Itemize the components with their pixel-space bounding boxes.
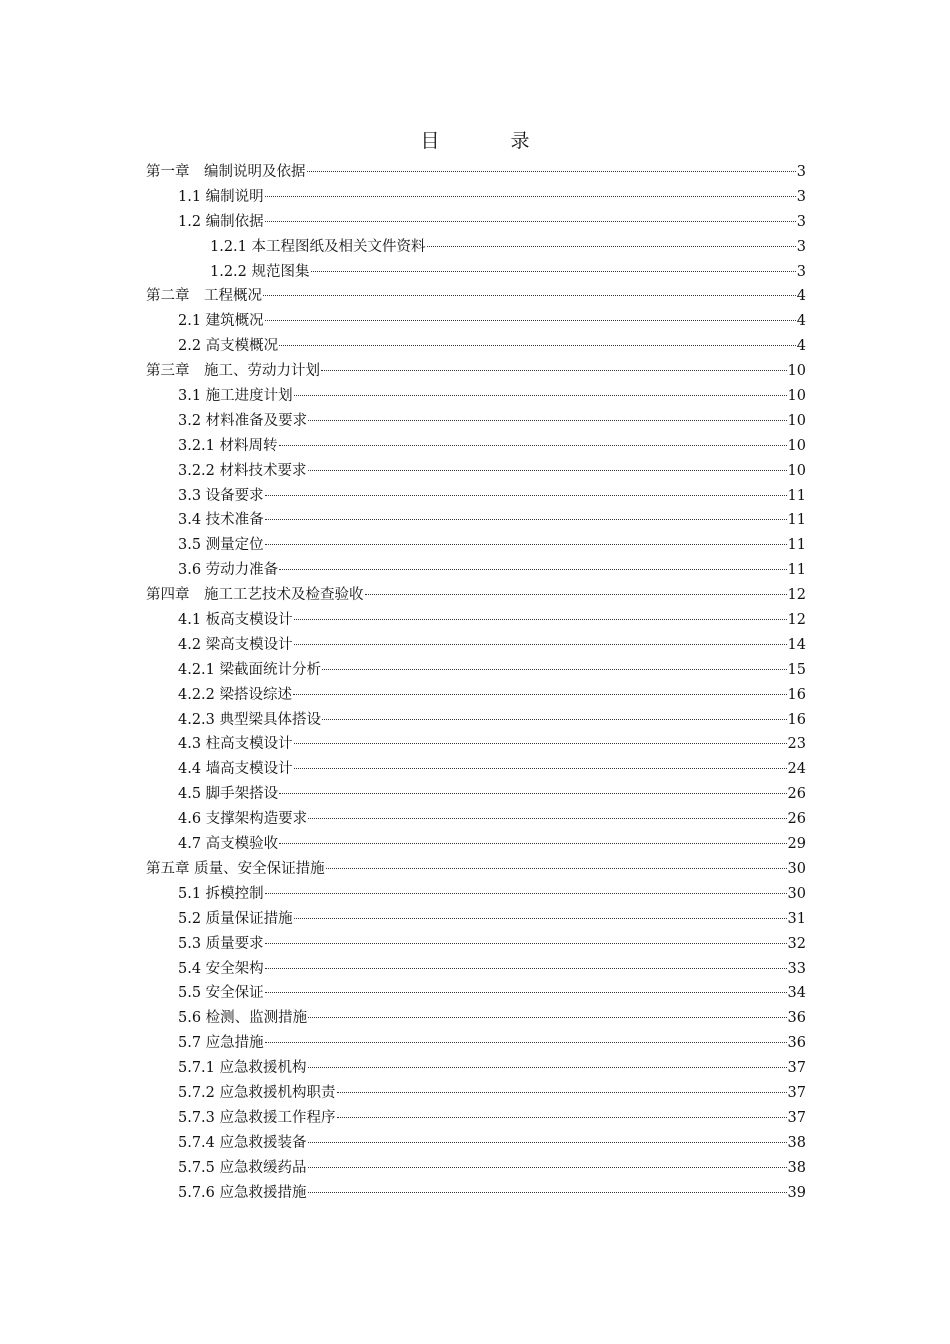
toc-entry[interactable] <box>146 334 806 359</box>
toc-entry-label: 2.2 高支模概况 <box>178 338 279 355</box>
toc-entry-page-number: 26 <box>787 786 806 803</box>
toc-dot-leader <box>279 445 787 446</box>
toc-dot-leader <box>265 893 787 894</box>
toc-title: 目 录 <box>420 130 556 152</box>
toc-entry-label: 1.2.1 本工程图纸及相关文件资料 <box>210 238 426 255</box>
toc-entry[interactable] <box>146 832 806 857</box>
toc-entry-label: 5.7.4 应急救援装备 <box>178 1134 307 1151</box>
toc-entry-label: 5.1 拆模控制 <box>178 885 264 902</box>
toc-entry-page-number: 39 <box>787 1184 806 1201</box>
toc-entry[interactable] <box>146 732 806 757</box>
toc-entry-label: 5.3 质量要求 <box>178 935 264 952</box>
toc-entry-page-number: 3 <box>796 188 806 205</box>
toc-entry-page-number: 36 <box>787 1035 806 1052</box>
toc-entry[interactable] <box>146 409 806 434</box>
toc-entry-label: 4.4 墙高支模设计 <box>178 761 293 778</box>
toc-dot-leader <box>308 470 787 471</box>
toc-entry[interactable] <box>146 807 806 832</box>
toc-entry[interactable] <box>146 782 806 807</box>
toc-entry[interactable] <box>146 235 806 260</box>
toc-entry[interactable] <box>146 1181 806 1206</box>
toc-entry-label: 3.5 测量定位 <box>178 537 264 554</box>
toc-entry-page-number: 33 <box>787 960 806 977</box>
toc-entry-page-number: 36 <box>787 1010 806 1027</box>
toc-entry-page-number: 26 <box>787 811 806 828</box>
toc-entry[interactable] <box>146 533 806 558</box>
toc-entry[interactable] <box>146 757 806 782</box>
toc-dot-leader <box>294 918 787 919</box>
toc-entry-label: 5.7 应急措施 <box>178 1035 264 1052</box>
toc-dot-leader <box>265 544 787 545</box>
toc-entry-page-number: 14 <box>787 636 806 653</box>
toc-dot-leader <box>308 420 786 421</box>
toc-entry[interactable] <box>146 633 806 658</box>
toc-entry[interactable] <box>146 359 806 384</box>
toc-entry-page-number: 3 <box>796 213 806 230</box>
toc-entry[interactable] <box>146 708 806 733</box>
toc-entry-page-number: 10 <box>787 437 806 454</box>
toc-dot-leader <box>322 719 787 720</box>
toc-dot-leader <box>294 619 787 620</box>
toc-entry-label: 4.2.2 梁搭设综述 <box>178 686 293 703</box>
toc-dot-leader <box>311 271 796 272</box>
toc-dot-leader <box>265 968 787 969</box>
toc-entry-label: 1.2 编制依据 <box>178 213 264 230</box>
toc-entry-page-number: 34 <box>787 985 806 1002</box>
toc-dot-leader <box>308 1167 787 1168</box>
toc-entry-page-number: 30 <box>787 885 806 902</box>
toc-entry-page-number: 12 <box>787 612 806 629</box>
toc-entry-page-number: 11 <box>787 537 806 554</box>
toc-dot-leader <box>279 843 786 844</box>
toc-entry[interactable] <box>146 932 806 957</box>
toc-entry-page-number: 4 <box>796 313 806 330</box>
toc-entry-label: 3.2.2 材料技术要求 <box>178 462 307 479</box>
toc-entry-label: 5.7.5 应急救缓药品 <box>178 1159 307 1176</box>
toc-entry-label: 3.2.1 材料周转 <box>178 437 278 454</box>
toc-entry-label: 第五章 质量、安全保证措施 <box>146 860 325 877</box>
toc-entry-label: 3.2 材料准备及要求 <box>178 412 308 429</box>
toc-entry[interactable] <box>146 658 806 683</box>
toc-entry-page-number: 10 <box>787 412 806 429</box>
toc-entry-page-number: 10 <box>787 462 806 479</box>
toc-entry[interactable] <box>146 185 806 210</box>
toc-entry-label: 1.2.2 规范图集 <box>210 263 310 280</box>
toc-entry-page-number: 11 <box>787 487 806 504</box>
toc-entry[interactable] <box>146 309 806 334</box>
toc-dot-leader <box>308 1192 787 1193</box>
toc-entry-label: 第四章 施工工艺技术及检查验收 <box>146 587 364 604</box>
toc-entry[interactable] <box>146 1131 806 1156</box>
toc-dot-leader <box>365 594 787 595</box>
toc-dot-leader <box>265 495 787 496</box>
toc-entry-page-number: 31 <box>787 910 806 927</box>
toc-entry-page-number: 10 <box>787 388 806 405</box>
toc-entry[interactable] <box>146 558 806 583</box>
toc-entry-page-number: 16 <box>787 686 806 703</box>
toc-entry-label: 4.2 梁高支模设计 <box>178 636 293 653</box>
toc-entry-label: 4.7 高支模验收 <box>178 836 279 853</box>
toc-entry-label: 4.2.1 梁截面统计分析 <box>178 661 322 678</box>
toc-entry-label: 3.3 设备要求 <box>178 487 264 504</box>
toc-entry[interactable] <box>146 484 806 509</box>
toc-dot-leader <box>265 221 796 222</box>
toc-entry-page-number: 23 <box>787 736 806 753</box>
toc-entry-page-number: 3 <box>796 164 806 180</box>
toc-entry[interactable] <box>146 459 806 484</box>
toc-dot-leader <box>263 295 796 296</box>
toc-entry-label: 5.7.1 应急救援机构 <box>178 1060 307 1077</box>
toc-entry[interactable] <box>146 384 806 409</box>
toc-dot-leader <box>321 370 787 371</box>
toc-dot-leader <box>265 943 787 944</box>
toc-entry-page-number: 11 <box>787 512 806 529</box>
toc-entry-page-number: 4 <box>796 338 806 355</box>
toc-dot-leader <box>293 694 787 695</box>
toc-entry-label: 5.7.6 应急救援措施 <box>178 1184 307 1201</box>
toc-entry-label: 5.5 安全保证 <box>178 985 264 1002</box>
toc-entry[interactable] <box>146 583 806 608</box>
table-of-contents <box>146 160 806 1205</box>
toc-entry-page-number: 37 <box>787 1109 806 1126</box>
toc-entry-page-number: 10 <box>787 363 806 380</box>
toc-entry[interactable] <box>146 857 806 882</box>
toc-dot-leader <box>322 669 787 670</box>
toc-entry-page-number: 37 <box>787 1084 806 1101</box>
toc-dot-leader <box>265 992 787 993</box>
toc-entry-label: 第三章 施工、劳动力计划 <box>146 363 320 380</box>
toc-dot-leader <box>337 1092 787 1093</box>
toc-dot-leader <box>308 1017 786 1018</box>
toc-entry-label: 1.1 编制说明 <box>178 188 264 205</box>
toc-entry-label: 5.7.2 应急救援机构职责 <box>178 1084 336 1101</box>
toc-dot-leader <box>294 743 787 744</box>
toc-entry[interactable] <box>146 1056 806 1081</box>
toc-entry-page-number: 30 <box>787 860 806 877</box>
toc-entry-page-number: 15 <box>787 661 806 678</box>
toc-dot-leader <box>265 320 796 321</box>
toc-dot-leader <box>427 246 796 247</box>
toc-dot-leader <box>307 171 796 172</box>
toc-entry[interactable] <box>146 981 806 1006</box>
toc-entry-page-number: 38 <box>787 1134 806 1151</box>
toc-dot-leader <box>279 345 796 346</box>
toc-entry-label: 第二章 工程概况 <box>146 288 262 305</box>
toc-entry-label: 3.4 技术准备 <box>178 512 264 529</box>
toc-entry[interactable] <box>146 882 806 907</box>
toc-entry-label: 5.7.3 应急救援工作程序 <box>178 1109 336 1126</box>
toc-entry-label: 5.6 检测、监测措施 <box>178 1010 308 1027</box>
toc-dot-leader <box>265 1042 787 1043</box>
toc-entry[interactable] <box>146 1081 806 1106</box>
toc-dot-leader <box>279 569 786 570</box>
toc-entry-page-number: 37 <box>787 1060 806 1077</box>
toc-dot-leader <box>294 644 787 645</box>
toc-entry[interactable] <box>146 434 806 459</box>
toc-entry-page-number: 3 <box>796 263 806 280</box>
toc-dot-leader <box>294 768 787 769</box>
toc-entry-label: 4.5 脚手架搭设 <box>178 786 279 803</box>
toc-entry[interactable] <box>146 210 806 235</box>
toc-entry-label: 3.6 劳动力准备 <box>178 562 279 579</box>
toc-dot-leader <box>337 1117 787 1118</box>
toc-entry-page-number: 11 <box>787 562 806 579</box>
toc-entry-label: 5.2 质量保证措施 <box>178 910 293 927</box>
toc-entry-page-number: 4 <box>796 288 806 305</box>
toc-entry[interactable] <box>146 608 806 633</box>
toc-entry-label: 第一章 编制说明及依据 <box>146 164 306 180</box>
toc-entry[interactable] <box>146 508 806 533</box>
toc-entry-page-number: 24 <box>787 761 806 778</box>
toc-entry[interactable] <box>146 160 806 185</box>
toc-entry[interactable] <box>146 907 806 932</box>
toc-dot-leader <box>308 1142 787 1143</box>
toc-entry-page-number: 12 <box>787 587 806 604</box>
toc-entry[interactable] <box>146 1031 806 1056</box>
toc-dot-leader <box>279 793 786 794</box>
toc-entry[interactable] <box>146 284 806 309</box>
toc-entry[interactable] <box>146 260 806 285</box>
toc-entry-page-number: 29 <box>787 836 806 853</box>
toc-entry-label: 3.1 施工进度计划 <box>178 388 293 405</box>
toc-dot-leader <box>294 395 787 396</box>
toc-entry[interactable] <box>146 1156 806 1181</box>
toc-entry-label: 4.6 支撑架构造要求 <box>178 811 308 828</box>
toc-entry[interactable] <box>146 1106 806 1131</box>
toc-entry-label: 4.1 板高支模设计 <box>178 612 293 629</box>
toc-dot-leader <box>265 519 787 520</box>
toc-dot-leader <box>308 1067 787 1068</box>
toc-entry-label: 4.3 柱高支模设计 <box>178 736 293 753</box>
toc-entry[interactable] <box>146 1006 806 1031</box>
toc-entry-page-number: 38 <box>787 1159 806 1176</box>
toc-entry-page-number: 16 <box>787 711 806 728</box>
toc-entry-label: 4.2.3 典型梁具体搭设 <box>178 711 322 728</box>
toc-dot-leader <box>326 868 787 869</box>
toc-entry-label: 5.4 安全架构 <box>178 960 264 977</box>
toc-entry[interactable] <box>146 957 806 982</box>
toc-entry-page-number: 3 <box>796 238 806 255</box>
toc-entry-page-number: 32 <box>787 935 806 952</box>
toc-dot-leader <box>308 818 786 819</box>
toc-entry[interactable] <box>146 683 806 708</box>
toc-entry-label: 2.1 建筑概况 <box>178 313 264 330</box>
toc-dot-leader <box>265 196 796 197</box>
